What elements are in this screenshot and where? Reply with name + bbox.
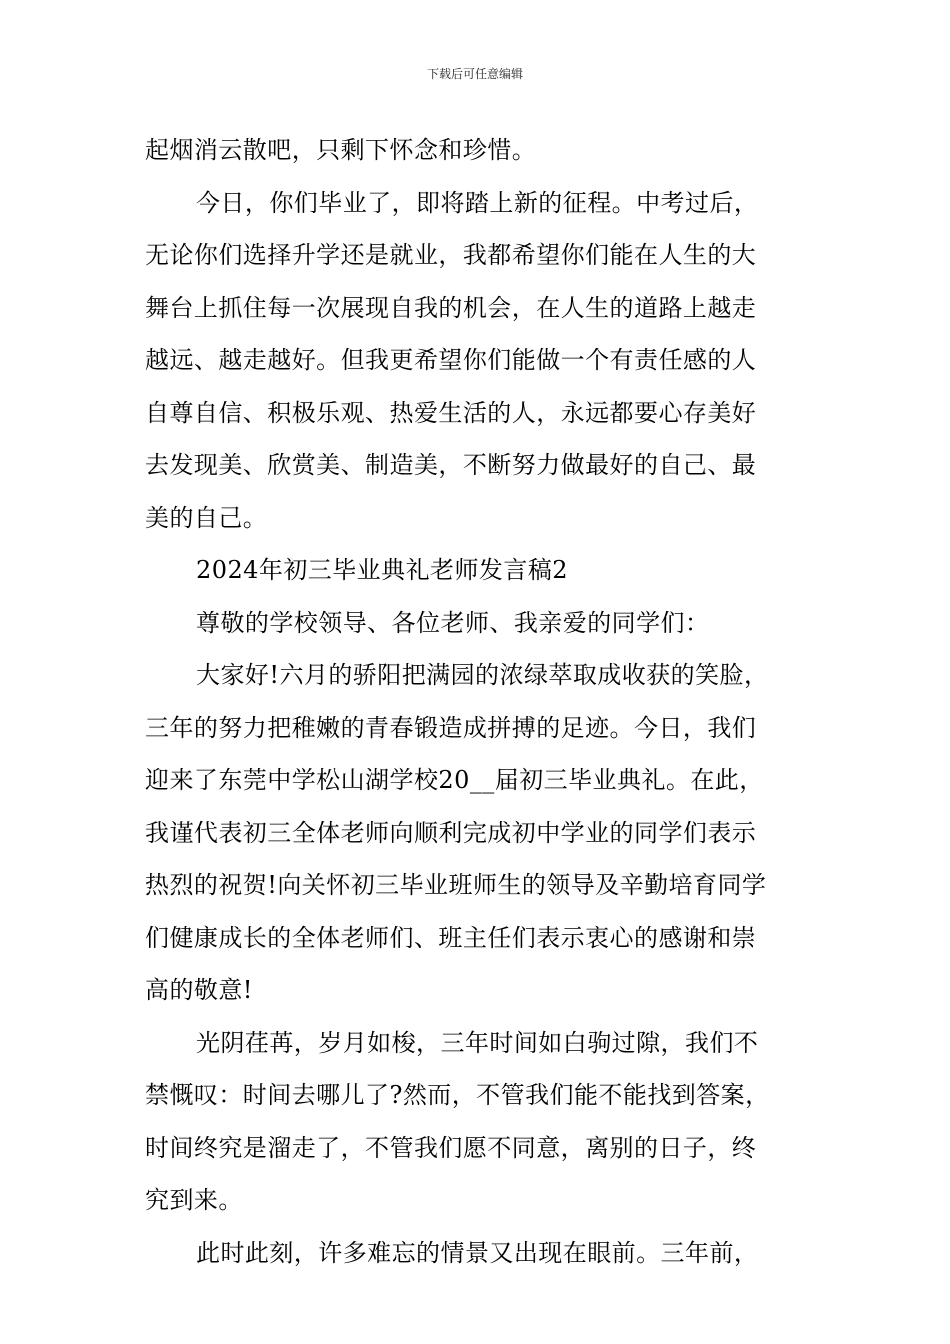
text-line: 起烟消云散吧，只剩下怀念和珍惜。: [145, 136, 537, 164]
text-line: 无论你们选择升学还是就业，我都希望你们能在人生的大: [145, 241, 757, 269]
text-line: 时间终究是溜走了，不管我们愿不同意，离别的日子，终: [145, 1133, 757, 1162]
text-line: 迎来了东莞中学松山湖学校20__届初三毕业典礼。在此，: [145, 766, 764, 794]
section-title: 2024年初三毕业典礼老师发言稿2: [196, 556, 568, 584]
text-line: 舞台上抓住每一次展现自我的机会，在人生的道路上越走: [145, 293, 757, 322]
text-line: 自尊自信、积极乐观、热爱生活的人，永远都要心存美好: [145, 398, 757, 427]
text-line: 热烈的祝贺!向关怀初三毕业班师生的领导及辛勤培育同学: [145, 871, 767, 899]
document-body: [145, 124, 807, 1279]
text-line: 去发现美、欣赏美、制造美，不断努力做最好的自己、最: [145, 451, 757, 479]
text-line: 究到来。: [145, 1186, 243, 1214]
text-line: 三年的努力把稚嫩的青春锻造成拼搏的足迹。今日，我们: [145, 713, 757, 742]
paragraph-first-line: 今日，你们毕业了，即将踏上新的征程。中考过后，: [196, 188, 759, 217]
text-line: 越远、越走越好。但我更希望你们能做一个有责任感的人: [145, 346, 757, 374]
text-line: 我谨代表初三全体老师向顺利完成初中学业的同学们表示: [145, 818, 757, 847]
text-line: 高的敬意!: [145, 976, 253, 1004]
text-line: 们健康成长的全体老师们、班主任们表示衷心的感谢和崇: [145, 923, 757, 952]
salutation: 尊敬的学校领导、各位老师、我亲爱的同学们：: [196, 608, 710, 637]
text-line: 美的自己。: [145, 503, 268, 532]
paragraph-first-line: 大家好!六月的骄阳把满园的浓绿萃取成收获的笑脸，: [196, 661, 769, 689]
paragraph-first-line: 光阴荏苒，岁月如梭，三年时间如白驹过隙，我们不: [196, 1028, 759, 1057]
page-header-note: 下载后可任意编辑: [426, 67, 523, 81]
paragraph-first-line: 此时此刻，许多难忘的情景又出现在眼前。三年前，: [196, 1238, 759, 1267]
text-line: 禁慨叹：时间去哪儿了?然而，不管我们能不能找到答案，: [145, 1081, 770, 1109]
